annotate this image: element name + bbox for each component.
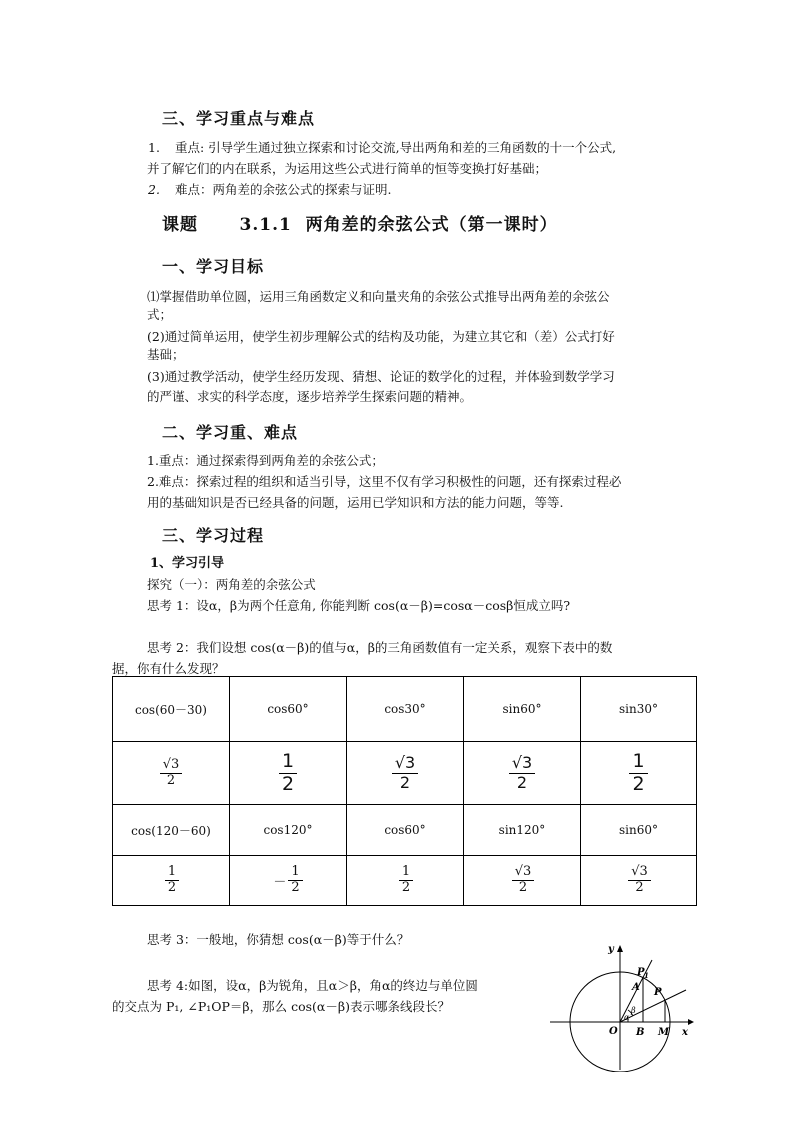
fraction: [160, 758, 183, 789]
table-cell: [230, 856, 347, 906]
keypoint-line: 2.难点：探索过程的组织和适当引导，这里不仅有学习积极性的问题，还有探索过程必: [147, 474, 622, 489]
fraction-numerator: √3: [392, 754, 418, 773]
think-3: 思考 3：一般地，你猜想 cos(α－β)等于什么？: [147, 932, 410, 947]
fraction: [509, 754, 535, 792]
fraction-numerator: √3: [160, 758, 183, 774]
lesson-title: 课题 3.1.1 两角差的余弦公式（第一课时）: [162, 215, 558, 235]
keypoint-line: 1.重点：通过探索得到两角差的余弦公式；: [147, 453, 384, 468]
table-cell: cos(60－30): [113, 677, 230, 742]
think-4-line: 思考 4:如图，设α，β为锐角，且α＞β，角α的终边与单位圆: [147, 978, 478, 993]
table-cell: [347, 742, 464, 805]
explore-label: 探究（一）：两角差的余弦公式: [147, 577, 316, 592]
fraction-numerator: 1: [288, 865, 302, 881]
fraction-sign: －: [273, 875, 287, 890]
fraction-denominator: 2: [166, 772, 176, 788]
x-axis-arrow: [688, 1019, 694, 1025]
label-b: B: [636, 1027, 645, 1038]
fraction-numerator: √3: [512, 865, 535, 881]
table-row: [113, 856, 697, 906]
fraction: [629, 751, 647, 796]
goal-line: (2)通过简单运用，使学生初步理解公式的结构及功能，为建立其它和（差）公式打好: [147, 329, 615, 344]
fraction: [288, 865, 302, 896]
table-row: [113, 677, 697, 742]
table-cell: cos120°: [230, 805, 347, 856]
think-4-line: 的交点为 P₁, ∠P₁OP＝β，那么 cos(α－β)表示哪条线段长？: [112, 999, 450, 1014]
fraction-denominator: 2: [632, 772, 645, 795]
y-axis-arrow: [617, 945, 623, 952]
fraction: [512, 865, 535, 896]
fraction-denominator: 2: [516, 772, 528, 792]
table-cell: sin60°: [581, 805, 697, 856]
fraction-numerator: √3: [509, 754, 535, 773]
fraction-denominator: 2: [635, 880, 644, 895]
fraction-denominator: 2: [291, 880, 300, 895]
table-cell: cos60°: [230, 677, 347, 742]
ray-op: [620, 990, 686, 1022]
table-cell: [581, 742, 697, 805]
paragraph-line: 并了解它们的内在联系，为运用这些公式进行简单的恒等变换打好基础；: [147, 161, 548, 176]
table-cell: cos30°: [347, 677, 464, 742]
table-row: [113, 805, 697, 856]
fraction-numerator: √3: [628, 865, 651, 881]
goal-line: 的严谨、求实的科学态度，逐步培养学生探索问题的精神。: [147, 389, 473, 404]
fraction-denominator: 2: [401, 880, 411, 895]
list-number: 1.: [148, 140, 160, 155]
trig-value-table: [112, 676, 697, 906]
fraction: [392, 754, 418, 792]
keypoint-line: 用的基础知识是否已经具备的问题，运用已学知识和方法的能力问题，等等.: [147, 495, 564, 510]
table-cell: [464, 742, 581, 805]
unit-circle-figure: [548, 942, 698, 1072]
paragraph-line: 难点：两角差的余弦公式的探索与证明.: [175, 182, 392, 197]
label-y: y: [608, 944, 614, 955]
section-heading-process: 三、学习过程: [162, 526, 265, 545]
table-cell: [464, 856, 581, 906]
table-cell: [347, 856, 464, 906]
table-cell: [230, 742, 347, 805]
fraction: [628, 865, 651, 896]
fraction-denominator: 2: [281, 772, 295, 795]
section-heading-goals: 一、学习目标: [162, 257, 265, 276]
label-beta: β: [631, 1006, 636, 1015]
section-heading-key-difficult: 三、学习重点与难点: [162, 109, 316, 128]
fraction-numerator: 1: [279, 751, 297, 774]
table-cell: cos(120－60): [113, 805, 230, 856]
label-alpha: α: [624, 1013, 630, 1022]
label-a: A: [632, 982, 640, 993]
label-p1: P: [637, 967, 645, 978]
table-cell: cos60°: [347, 805, 464, 856]
subheading-guide: 1、学习引导: [150, 556, 225, 571]
fraction-denominator: 2: [167, 880, 177, 895]
fraction: [279, 751, 297, 796]
fraction: [165, 865, 179, 896]
table-cell: sin120°: [464, 805, 581, 856]
list-number: 2.: [148, 182, 160, 197]
table-cell: sin60°: [464, 677, 581, 742]
think-1: 思考 1：设α，β为两个任意角, 你能判断 cos(α－β)=cosα－cosβ恒成立吗?: [147, 598, 571, 613]
fraction-denominator: 2: [518, 880, 528, 895]
table-row: [113, 742, 697, 805]
paragraph-line: 重点: 引导学生通过独立探索和讨论交流,导出两角和差的三角函数的十一个公式,: [175, 140, 617, 155]
goal-line: 基础；: [147, 347, 185, 362]
fraction: [399, 865, 413, 896]
fraction-numerator: 1: [165, 865, 179, 881]
goal-line: (3)通过教学活动，使学生经历发现、猜想、论证的数学化的过程，并体验到数学学习: [147, 369, 615, 384]
label-o: O: [609, 1026, 618, 1037]
section-heading-keypoints: 二、学习重、难点: [162, 423, 299, 442]
fraction-numerator: 1: [629, 751, 647, 774]
goal-line: 式；: [147, 307, 173, 322]
fraction-numerator: 1: [399, 865, 413, 881]
label-p1-subscript: 1: [644, 971, 649, 980]
label-p: P: [654, 987, 662, 998]
label-m: M: [658, 1027, 670, 1038]
label-x: x: [682, 1027, 688, 1038]
think-2-line: 据，你有什么发现？: [112, 661, 225, 676]
table-cell: [581, 856, 697, 906]
table-cell: [113, 856, 230, 906]
table-cell: sin30°: [581, 677, 697, 742]
table-cell: [113, 742, 230, 805]
goal-line: ⑴掌握借助单位圆，运用三角函数定义和向量夹角的余弦公式推导出两角差的余弦公: [147, 289, 610, 304]
fraction-denominator: 2: [399, 772, 411, 792]
think-2-line: 思考 2：我们设想 cos(α－β)的值与α，β的三角函数值有一定关系，观察下表中的数: [147, 640, 613, 655]
